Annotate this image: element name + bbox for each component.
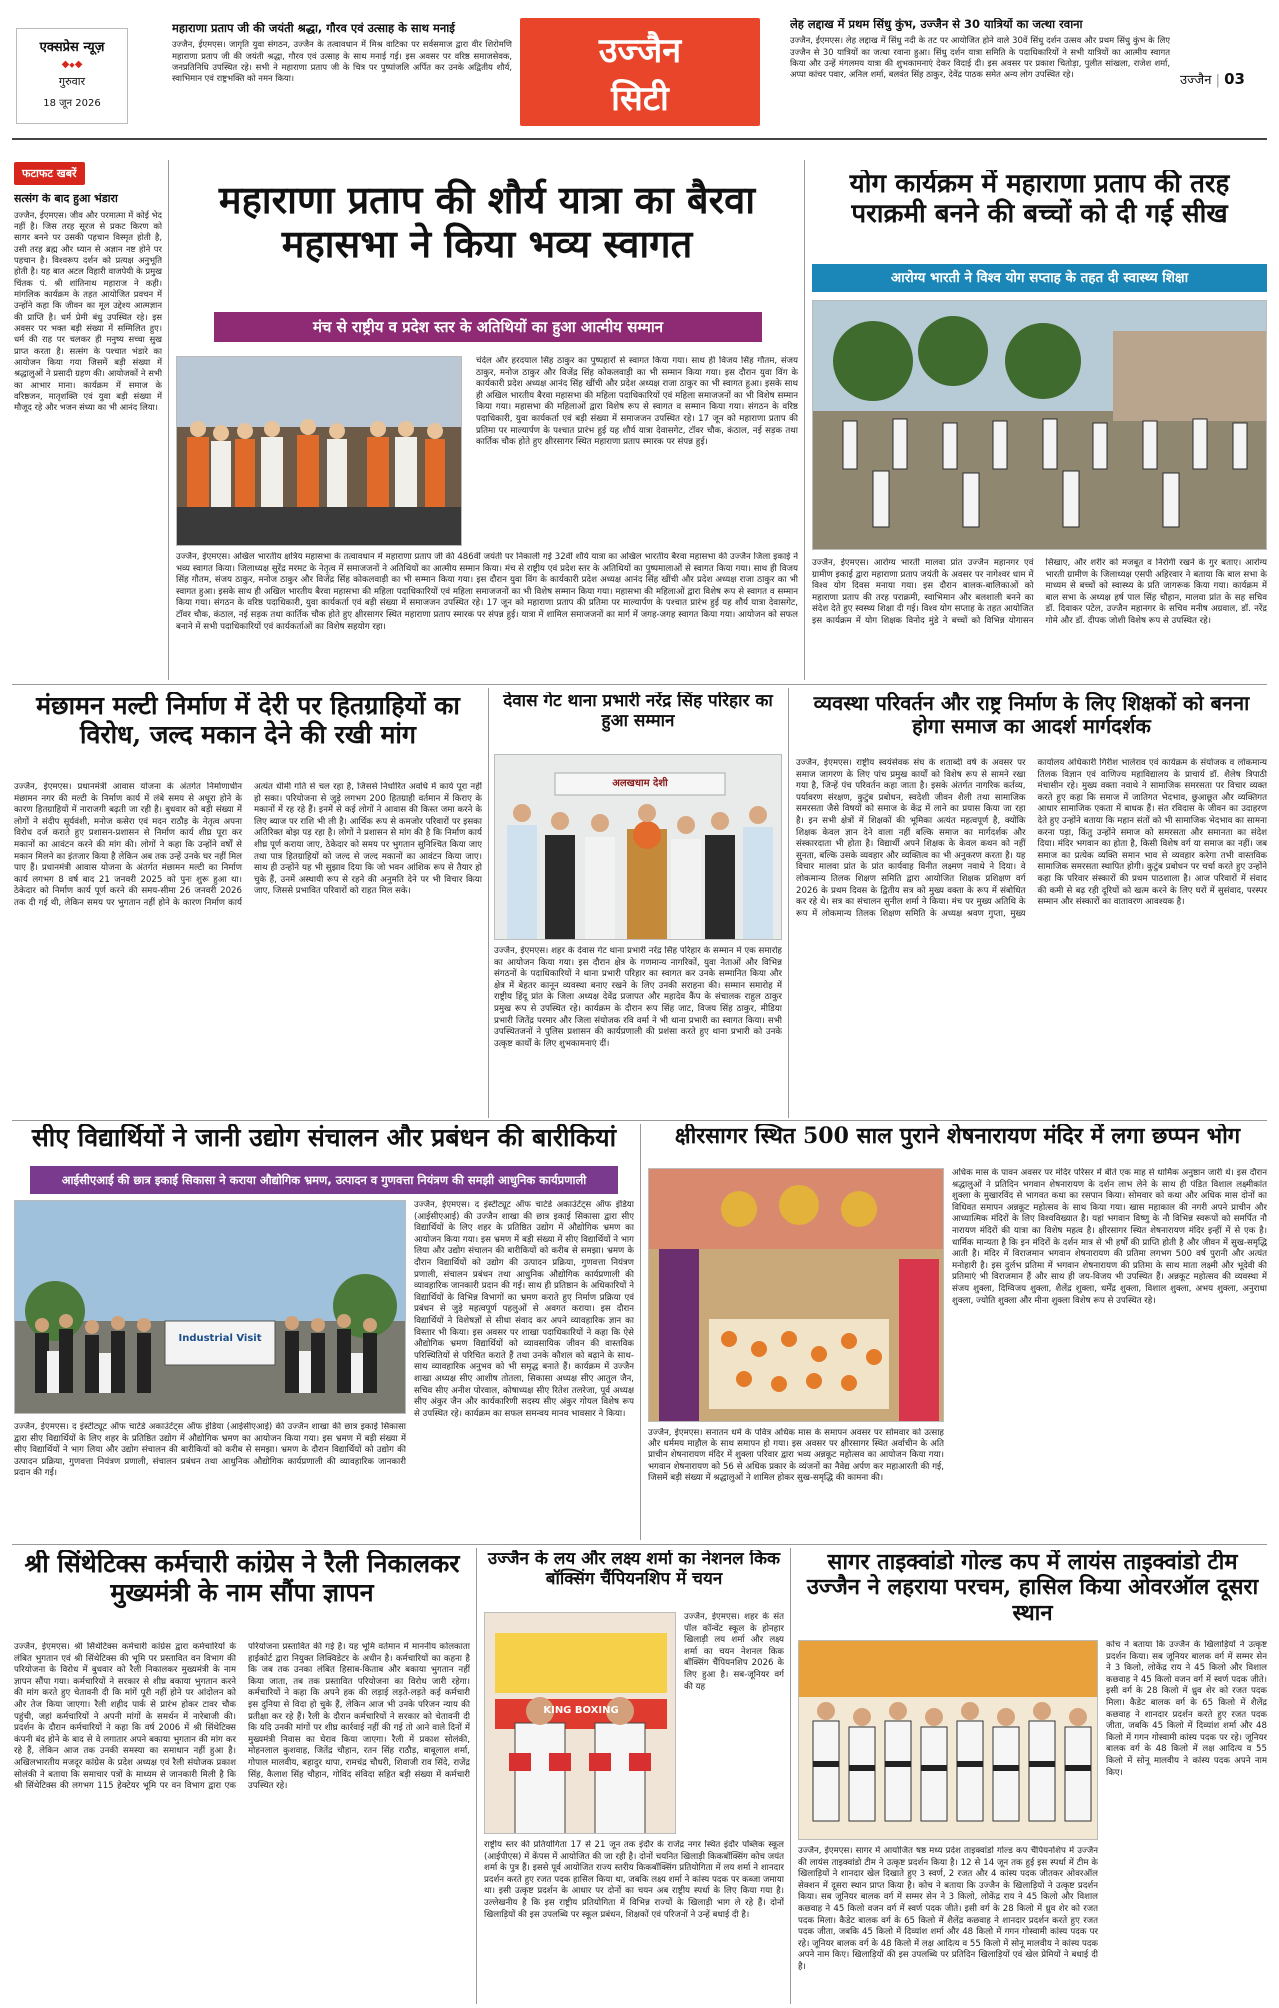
ca-body-lead: उज्जैन, ईएमएस। द इंस्टीट्यूट ऑफ चार्टर्ड अकाउंटेंट्स ऑफ इंडिया (आईसीएआई) की उज्जैन शाखा की छात्र इकाई सिकासा द्वारा सीए विद्यार्थियों के लिए शहर के प्रतिष्ठित उद्योग में औद्योगिक भ्रमण का आयोजन किया गया। इस भ्रमण में बड़ी संख्या में सीए विद्यार्थियों ने भाग लिया और उद्योग संचालन की बारीकियों को करीब से समझा। भ्रमण के दौरान विद्यार्थियों को उद्योग की उत्पादन प्रक्रिया, गुणवत्ता नियंत्रण प्रणाली, संचालन प्रबंधन तथा आधुनिक औद्योगिक कार्यप्रणाली की व्यावहारिक जानकारी प्रदान की गई। xyxy=(14,1422,406,1479)
strike-boxing-divider xyxy=(476,1548,477,2004)
masthead-right-headline: लेह लद्दाख में प्रथम सिंधु कुंभ, उज्जैन से 30 यात्रियों का जत्था रवाना xyxy=(790,18,1083,31)
housing-body: उज्जैन, ईएमएस। प्रधानमंत्री आवास योजना के अंतर्गत निर्माणाधीन मंछामन नगर की मल्टी के निर्माण कार्य में लंबे समय से अधूरा होने के कारण हितग्राहियों में नाराजगी बढ़ती जा रही है। बुधवार को बड़ी संख्या में लोगों ने संदीप सूर्यवंशी, मनोज कसेरा एवं मदन राठौड़ के नेतृत्व अपना विरोध दर्ज कराते हुए प्रशासन-प्रशासन से निर्माण कार्य शीघ्र पूरा कर मकानों का आवंटन करने की मांग की। लोगों ने कहा कि उन्होंने वर्षों से मकान मिलने का इंतजार किया है लेकिन अब तक उन्हें उनके घर नहीं मिल पाए हैं। प्रधानमंत्री आवास योजना के अंतर्गत मंछामन मल्टी का निर्माण कार्य लगभग 8 वर्ष बाद 21 जनवरी 2025 को पुनः शुरू हुआ था। ठेकेदार को निर्माण कार्य पूर्ण करने की समय-सीमा 26 जनवरी 2026 तक दी गई थी, लेकिन समय पर भुगतान नहीं होने के कारण निर्माण कार्य अत्यंत धीमी गति से चल रहा है, जिससे निर्धारित अवधि में कार्य पूरा नहीं हो सका। परियोजना से जुड़े लगभग 200 हितग्राही वर्तमान में किराए के मकानों में रह रहे हैं। इनमें से कई लोगों ने आवास की किस्त जमा करने के लिए ब्याज पर राशि भी ली है। आर्थिक रूप से कमजोर परिवारों पर इसका अतिरिक्त बोझ पड़ रहा है। लोगों ने प्रशासन से मांग की है कि निर्माण कार्य शीघ्र पूर्ण कराया जाए, ठेकेदार को समय पर भुगतान सुनिश्चित किया जाए तथा पात्र हितग्राहियों को जल्द से जल्द मकानों का आवंटन किया जाए। साथ ही उन्होंने यह भी सुझाव दिया कि जो भवन आंशिक रूप से तैयार हो चुके हैं, उनमें अस्थायी रूप से रहने की अनुमति देने पर भी विचार किया जाए, जिससे प्रभावित परिवारों को राहत मिल सके। xyxy=(14,782,482,908)
maharana-subhead: मंच से राष्ट्रीय व प्रदेश स्तर के अतिथियों का हुआ आत्मीय सम्मान xyxy=(214,312,762,342)
brand-line-1: उज्जैन xyxy=(598,31,682,71)
row1-divider xyxy=(12,684,1267,685)
police-body: उज्जैन, ईएमएस। शहर के देवास गेट थाना प्रभारी नरेंद्र सिंह परिहार के सम्मान में एक समारोह का आयोजन किया गया। इस दौरान क्षेत्र के गणमान्य नागरिकों, युवा नेताओं और विभिन्न संगठनों के पदाधिकारियों ने थाना प्रभारी परिहार का स्वागत कर उनके सम्मानित किया और क्षेत्र में बेहतर कानून व्यवस्था बनाए रखने के लिए उनकी सराहना की। सम्मान समारोह में राष्ट्रीय हिंदू प्रांत के जिला अध्यक्ष देवेंद्र प्रजापत और महादेव कैंप के संचालक राहुल ठाकुर प्रमुख रूप से उपस्थित रहे। कार्यक्रम के दौरान रूप सिंह जाट, विजय सिंह ठाकुर, मीडिया प्रभारी जितेंद्र परमार और जिला संयोजक रवि वर्मा ने भी थाना प्रभारी का स्वागत किया। सभी उपस्थितजनों ने पुलिस प्रशासन की कार्यप्रणाली की प्रशंसा करते हुए थाना प्रभारी को उनके उत्कृष्ट कार्यों के लिए शुभकामनाएं दीं। xyxy=(494,946,782,1049)
strike-body: उज्जैन, ईएमएस। श्री सिंथेटिक्स कर्मचारी कांग्रेस द्वारा कर्मचारियों के लंबित भुगतान एवं श्री सिंथेटिक्स की भूमि पर प्रस्तावित वन विभाग की परियोजना के विरोध में बुधवार को रैली निकालकर मुख्यमंत्री के नाम ज्ञापन सौंपा गया। कर्मचारियों ने सरकार से शीघ्र बकाया भुगतान करने की मांग करते हुए चेतावनी दी कि मांगें पूरी नहीं होने पर आंदोलन को और तेज किया जाएगा। रैली शहीद पार्क से प्रारंभ होकर टावर चौक पहुंची, जहां कर्मचारियों ने अपनी मांगों के समर्थन में नारेबाजी की। प्रदर्शन के दौरान कर्मचारियों ने कहा कि वर्ष 2006 में श्री सिंथेटिक्स कंपनी बंद होने के बाद से वे लगातार अपने बकाया भुगतान की मांग कर रहे हैं, लेकिन आज तक उनकी समस्या का समाधान नहीं हुआ है। अखिलभारतीय मजदूर कांग्रेस के प्रदेश अध्यक्ष एवं रैली संयोजक प्रकाश सोलंकी ने बताया कि समाचार पत्रों के माध्यम से जानकारी मिली है कि श्री सिंथेटिक्स की लगभग 115 हेक्टेयर भूमि पर वन विभाग द्वारा एक परियोजना प्रस्तावित की गई है। यह भूमि वर्तमान में माननीय कोलकाता हाईकोर्ट द्वारा नियुक्त लिक्विडेटर के अधीन है। कर्मचारियों का कहना है कि जब तक उनका लंबित हिसाब-किताब और बकाया भुगतान नहीं किया जाता, तब तक प्रस्तावित परियोजना का विरोध जारी रहेगा। कर्मचारियों ने कहा कि अपने हक की लड़ाई लड़ते-लड़ते कई कर्मचारी इस दुनिया से विदा हो चुके हैं, लेकिन आज भी उनके परिजन न्याय की प्रतीक्षा कर रहे हैं। रैली के दौरान कर्मचारियों ने सरकार को चेतावनी दी कि यदि उनकी मांगों पर शीघ्र कार्रवाई नहीं की गई तो आने वाले दिनों में मुख्यमंत्री निवास का घेराव किया जाएगा। रैली में प्रकाश सोलंकी, मोहनलाल कुशवाह, जितेंद्र चौहान, रतन सिंह राठौड़, बाबूलाल शर्मा, गोपाल मालवीय, बहादुर थापा, रामचंद्र चौधरी, शिवाजी राव सिंदे, राजेंद्र सिंह, कैलाश सिंह चौहान, गोविंद संविदा सहित बड़ी संख्या में कर्मचारी उपस्थित रहे। xyxy=(14,1642,470,1792)
row2-divider xyxy=(12,1120,1267,1121)
police-photo-banner: अलखधाम देशी xyxy=(612,778,668,789)
yoga-body: उज्जैन, ईएमएस। आरोग्य भारती मालवा प्रांत उज्जैन महानगर एवं ग्रामीण इकाई द्वारा महाराणा प्रताप जयंती के अवसर पर नागेश्वर धाम में विश्व योग दिवस मनाया गया। इस दौरान बालक-बालिकाओं को महाराणा प्रताप की तरह पराक्रमी, स्वाभिमान और बलशाली बनने का संदेश देते हुए स्वस्थ्य शिक्षा दी गई। विश्व योग सप्ताह के तहत आयोजित इस कार्यक्रम में योग शिक्षक विनोद मुंडे ने बच्चों को विभिन्न योगासन सिखाए, और शरीर को मजबूत व निरोगी रखने के गुर बताए। आरोग्य भारती ग्रामीण के जिलाध्यक्ष एसपी अहिरवार ने बताया कि बाल सभा के माध्यम से बच्चों को स्वास्थ्य के प्रति जागरूक किया गया। कार्यक्रम में बाल सभा के अध्यक्ष हर्ष पाल सिंह चौहान, मालवा प्रांत के सह सचिव डॉ. दिवाकर पटेल, उज्जैन महानगर के सचिव मनीष अग्रवाल, डॉ. नरेंद्र गोमे और डॉ. दीपक जोशी विशेष रूप से उपस्थित रहे। xyxy=(812,558,1267,626)
taekwondo-body: उज्जैन, ईएमएस। सागर में आयोजित षष्ठ मध्य प्रदेश ताइक्वांडो गोल्ड कप चैंपियनशिप में उज्जैन की लायंस ताइक्वांडो टीम ने उत्कृष्ट प्रदर्शन किया है। 12 से 14 जून तक हुई इस स्पर्धा में टीम के खिलाड़ियों ने शानदार खेल दिखाते हुए 3 स्वर्ण, 2 रजत और 4 कांस्य पदक जीतकर ओवरऑल सेक्शन में दूसरा स्थान प्राप्त किया है। कोच ने बताया कि उज्जैन के खिलाड़ियों ने उत्कृष्ट प्रदर्शन किया। सब जूनियर बालक वर्ग में सम्मर सेन ने 3 किलो, लोकेंद्र राय ने 45 किलो और विशाल कछवाह ने 45 किलो वजन वर्ग में स्वर्ण पदक जीते। इसी वर्ग के 28 किलो में ध्रुव शेर को रजत पदक मिला। कैडेट बालक वर्ग के 65 किलो में शैलेंद्र कछवाह ने शानदार प्रदर्शन करते हुए रजत पदक जीता, जबकि 45 किलो में दिव्यांश शर्मा और 48 किलो में गगन गोस्वामी कांस्य पदक पर रहे। जूनियर बालक वर्ग के 48 किलो में लक्ष आदित्य व 55 किलो में सोनू मालवीय ने कांस्य पदक अपने नाम किए। खिलाड़ियों की इस उपलब्धि पर प्रतिदिन खिलाड़ियों एवं खेल प्रेमियों ने बधाई दी है। xyxy=(798,1846,1098,1972)
article-boxing xyxy=(484,1550,784,2002)
section-name: उज्जैन xyxy=(1180,73,1212,88)
paper-logo-box xyxy=(16,28,128,124)
sidebar-body: उज्जैन, ईएमएस। जीव और परमात्मा में कोई भेद नहीं है। जिस तरह सूरज से प्रकट किरण को सागर बनने पर उसकी पहचान विस्मृत होती है, उसी तरह ब्रह्म और ध्यान से अज्ञान नष्ट होने पर पहचान है। विश्वरूप दर्शन को प्रत्यक्ष अनुभूति होती है। यह बात अटल विहारी वाजपेयी के प्रमुख चिंतक पं. श्री शांतिनाथ महाराज ने कही। मांगलिक कार्यक्रम के तहत आयोजित प्रवचन में उन्होंने कहा कि जीवन का मूल उद्देश्य आत्मज्ञान की प्राप्ति है। धर्म प्रेमी बंधु उपस्थित रहे। इस अवसर पर भक्त बड़ी संख्या में सम्मिलित हुए। धर्म की राह पर चलकर ही मनुष्य सच्चा सुख प्राप्त करता है। सत्संग के पश्चात भंडारे का आयोजन किया गया जिसमें बड़ी संख्या में श्रद्धालुओं ने प्रसादी ग्रहण की। आयोजकों ने सभी का आभार माना। कार्यक्रम में समाज के वरिष्ठजन, मातृशक्ति एवं युवा बड़ी संख्या में मौजूद रहे और भजन संध्या का भी आनंद लिया। xyxy=(14,209,162,413)
brand-line-2: सिटी xyxy=(611,79,669,119)
ca-body: उज्जैन, ईएमएस। द इंस्टीट्यूट ऑफ चार्टर्ड अकाउंटेंट्स ऑफ इंडिया (आईसीएआई) की उज्जैन शाखा की छात्र इकाई सिकासा द्वारा सीए विद्यार्थियों के लिए शहर के प्रतिष्ठित उद्योग में औद्योगिक भ्रमण का आयोजन किया गया। इस भ्रमण में बड़ी संख्या में सीए विद्यार्थियों ने भाग लिया और उद्योग संचालन की बारीकियों को करीब से समझा। भ्रमण के दौरान विद्यार्थियों को उद्योग की उत्पादन प्रक्रिया, गुणवत्ता नियंत्रण प्रणाली, संचालन प्रबंधन तथा आधुनिक औद्योगिक कार्यप्रणाली की व्यावहारिक जानकारी प्रदान की गई। साथ ही प्रतिष्ठान के अधिकारियों ने विद्यार्थियों के विभिन्न विभागों का भ्रमण कराते हुए निर्माण प्रक्रिया एवं प्रबंधन से जुड़े महत्वपूर्ण पहलुओं से अवगत कराया। इस दौरान विद्यार्थियों ने विशेषज्ञों से सीधा संवाद कर अपने व्यावहारिक ज्ञान का विस्तार भी किया। इस अवसर पर शाखा पदाधिकारियों ने कहा कि ऐसे औद्योगिक भ्रमण विद्यार्थियों को व्यावसायिक जीवन की वास्तविक परिस्थितियों से परिचित कराते हैं तथा उनके कौशल को बढ़ाने के साथ-साथ व्यावहारिक अनुभव को भी समृद्ध बनाते हैं। कार्यक्रम में उज्जैन शाखा अध्यक्ष सीए आशीष तोतला, सिकासा अध्यक्ष सीए आतुल जैन, सचिव सीए अनीश पोरवाल, कोषाध्यक्ष सीए रितेश तलरेजा, पूर्व अध्यक्ष सीए अंकुर जैन और कार्यकारिणी सदस्य सीए अंकुर गोयल विशेष रूप से उपस्थित रहे। कार्यक्रम का सफल समन्वय मानव भावसार ने किया। xyxy=(414,1200,634,1419)
issue-day: गुरुवार xyxy=(58,75,86,88)
ca-photo-banner: Industrial Visit xyxy=(178,1333,262,1344)
city-brand-block xyxy=(520,18,760,126)
masthead-right-body: उज्जैन, ईएमएस। लेह लद्दाख में सिंधु नदी के तट पर आयोजित होने वाले 30वें सिंधु दर्शन उत्सव और प्रथम सिंधु कुंभ के लिए उज्जैन से 30 यात्रियों का जत्था रवाना हुआ। सिंधु दर्शन यात्रा समिति के पदाधिकारियों ने सभी यात्रियों का आत्मीय स्वागत किया और उन्हें मंगलमय यात्रा की शुभकामनाएं देकर विदाई दी। इस अवसर पर प्रकाश चितोड़ा, पुलीत सांखला, राजेश शर्मा, अप्पा कांचर पवार, अनिल शर्मा, बलवंत सिंह ठाकुर, देवेंद्र पाठक समेत अन्य लोग उपस्थित रहे। xyxy=(790,35,1170,80)
row3-divider xyxy=(12,1544,1267,1545)
masthead xyxy=(0,0,1279,135)
diamond-icon: ◆◆◆ xyxy=(61,59,83,70)
ca-headline: सीए विद्यार्थियों ने जानी उद्योग संचालन और प्रबंधन की बारीकियां xyxy=(31,1124,617,1152)
article-police xyxy=(494,692,782,1116)
article-yoga xyxy=(812,170,1267,680)
article-housing xyxy=(14,692,482,1116)
temple-body: अधिक मास के पावन अवसर पर मंदिर परिसर में बीते एक माह से धार्मिक अनुष्ठान जारी थे। इस दौरान श्रद्धालुओं ने प्रतिदिन भगवान शेषनारायण के दर्शन लाभ लेने के साथ ही पंडित विशाल लक्ष्मीकांत शुक्ला के मुखारविंद से भागवत कथा का रसपान किया। सोमवार को कथा और अधिक मास दोनों का विधिवत समापन अन्नकूट महोत्सव के साथ किया गया। खास महाकाल की नगरी अपने प्राचीन और आध्यात्मिक मंदिरों के लिए विश्वविख्यात है। यहां भगवान विष्णु के नौ विभिन्न स्वरूपों को समर्पित नौ नारायण मंदिरों की यात्रा का विशेष महत्व है। क्षीरसागर स्थित शेषनारायण मंदिर इन्हीं में से एक है। धार्मिक मान्यता है कि इन मंदिरों के दर्शन मात्र से भी हर्षों की प्राप्ति होती है और जीवन में सुख-समृद्धि आती है। मंदिर में विराजमान भगवान शेषनारायण की प्रतिमा लगभग 500 वर्ष पुरानी और अत्यंत मनोहारी है। इस दुर्लभ प्रतिमा में भगवान शेषनारायण की प्रतिमा के साथ माता लक्ष्मी और भूदेवी की प्रतिमाएं भी विराजमान हैं और साथ ही जय-विजय भी उपस्थित हैं। अन्नकूट महोत्सव की व्यवस्था में संजय शुक्ला, दिग्विजय शुक्ला, शैलेंद्र शुक्ला, धर्मेंद्र शुक्ला, विशाल शुक्ला, अभय शुक्ला, अनुराधा शुक्ला, ज्योति शुक्ला और मीना शुक्ला विशेष रूप से उपस्थित रहे। xyxy=(952,1168,1267,1306)
masthead-left-story xyxy=(172,22,512,128)
article-teacher xyxy=(796,692,1267,1116)
masthead-left-body: उज्जैन, ईएमएस। जागृति युवा संगठन, उज्जैन के तत्वावधान में मिश्र वाटिका पर सर्वसमाज द्वारा वीर शिरोमणि महाराणा प्रताप जी की जयंती श्रद्धा, गौरव एवं उत्साह के साथ मनाई गई। इस अवसर पर वरिष्ठ समाजसेवक, जनप्रतिनिधि उपस्थित रहे। सभी ने महाराणा प्रताप जी के चित्र पर पुष्पांजलि अर्पित कर उनके अद्वितीय शौर्य, स्वाभिमान एवं राष्ट्रभक्ति को नमन किया। xyxy=(172,39,512,84)
police-teacher-divider xyxy=(788,688,789,1118)
maharana-body-continued: चंदेल और हरदयाल सिंह ठाकुर का पुष्पहारों से स्वागत किया गया। साथ ही विजय सिंह गौतम, संजय ठाकुर, मनोज ठाकुर और विजेंद्र सिंह कोकलवाड़ी का भी सम्मान किया गया। इस दौरान युवा विंग के कार्यकारी प्रदेश अध्यक्ष आनंद सिंह खींची और प्रदेश अध्यक्ष राजा ठाकुर का भी स्वागत हुआ। इसके साथ ही अखिल भारतीय बैरवा महासभा की महिला पदाधिकारियों एवं महिला समाजजनों का भी विशेष सम्मान किया गया। महासभा की महिलाओं द्वारा विशेष रूप से स्वागत व सम्मान किया गया। संगठन के वरिष्ठ पदाधिकारी, युवा कार्यकर्ता एवं बड़ी संख्या में समाजजन उपस्थित रहे। 17 जून को महाराणा प्रताप की प्रतिमा पर माल्यार्पण के पश्चात प्रारंभ हुई यह शौर्य यात्रा देवासगेट, टॉवर चौक, कंठाल, नई सड़क तथा कार्तिक चौक होते हुए क्षीरसागर स्थित महाराणा प्रताप स्मारक पर संपन्न हुई। xyxy=(476,356,798,448)
page-number: 03 xyxy=(1224,70,1245,88)
boxing-body: राष्ट्रीय स्तर की प्रतियोगिता 17 से 21 जून तक इंदौर के राजेंद्र नगर स्थित इंदौर पब्लिक स्कूल (आईपीएस) में केंपस में आयोजित की जा रही है। दोनों चयनित खिलाड़ी किकबॉक्सिंग कोच जयंत शर्मा के पुत्र हैं। इससे पूर्व आयोजित राज्य स्तरीय किकबॉक्सिंग प्रतियोगिता में लय शर्मा ने शानदार प्रदर्शन करते हुए रजत पदक हासिल किया था, जबकि लक्ष्य शर्मा ने कांस्य पदक पर कब्जा जमाया था। इसी उत्कृष्ट प्रदर्शन के आधार पर दोनों का चयन अब राष्ट्रीय स्पर्धा के लिए किया गया है। उल्लेखनीय है कि इस राष्ट्रीय प्रतियोगिता में विभिन्न राज्यों के खिलाड़ी भाग ले रहे हैं। दोनों खिलाड़ियों की इस उपलब्धि पर स्कूल प्रबंधन, शिक्षकों एवं परिजनों ने उन्हें बधाई दी है। xyxy=(484,1840,784,1920)
paper-name: एक्सप्रेस न्यूज़ xyxy=(39,40,105,55)
taekwondo-photo xyxy=(798,1640,1098,1840)
temple-headline: क्षीरसागर स्थित 500 साल पुराने शेषनारायण मंदिर में लगा छप्पन भोग xyxy=(674,1124,1241,1149)
masthead-divider xyxy=(12,138,1267,140)
boxing-side-text: उज्जैन, ईएमएस। शहर के संत पॉल कॉन्वेंट स्कूल के होनहार खिलाड़ी लय शर्मा और लक्ष्य शर्मा का चयन नेशनल किक बॉक्सिंग चैंपियनशिप 2026 के लिए हुआ है। सब-जूनियर वर्ग की यह xyxy=(684,1612,784,1692)
maharana-headline: महाराणा प्रताप की शौर्य यात्रा का बैरवा महासभा ने किया भव्य स्वागत xyxy=(218,178,756,266)
ca-temple-divider xyxy=(640,1124,641,1540)
police-photo xyxy=(494,754,782,940)
police-headline: देवास गेट थाना प्रभारी नरेंद्र सिंह परिहार का हुआ सम्मान xyxy=(503,692,773,731)
sidebar-briefs xyxy=(14,162,162,678)
ca-body-under-photo xyxy=(14,1422,406,1538)
masthead-left-headline: महाराणा प्रताप जी की जयंती श्रद्धा, गौरव एवं उत्साह के साथ मनाई xyxy=(172,22,455,35)
teacher-body: उज्जैन, ईएमएस। राष्ट्रीय स्वयंसेवक संघ के शताब्दी वर्ष के अवसर पर समाज जागरण के लिए पांच प्रमुख कार्यों को विशेष रूप से सामने रखा गया है, जिन्हें पंच परिवर्तन कहा जाता है। इसके अंतर्गत नागरिक कर्तव्य, पर्यावरण संरक्षण, कुटुंब प्रबोधन, स्वदेशी जीवन शैली तथा सामाजिक समरसता जैसे विषयों को समाज के केंद्र में लाने का प्रयास किया जा रहा है। इन सभी क्षेत्रों में शिक्षकों की भूमिका अत्यंत महत्वपूर्ण है, क्योंकि शिक्षक केवल ज्ञान देने वाला नहीं बल्कि समाज का मार्गदर्शक और संस्कारदाता भी होता है। विद्यार्थी अपने शिक्षक के केवल कथन को नहीं सुनता, बल्कि उसके व्यवहार और व्यक्तित्व का भी अनुकरण करता है। यह विचार मालवा प्रांत के प्रांत कार्यवाह विनीत लक्ष्मण नवाथे ने दिया। वे लोकमान्य तिलक शिक्षण समिति द्वारा आयोजित शिक्षक प्रशिक्षण वर्ग 2026 के प्रथम दिवस के द्वितीय सत्र को मुख्य वक्ता के रूप में संबोधित कर रहे थे। सत्र का संचालन सुनील शर्मा ने किया। मंच पर मुख्य अतिथि के रूप में लोकमान्य तिलक शिक्षण समिति के अध्यक्ष श्रवण गुप्ता, मुख्य कार्यालय अधिकारी गिरीश भालेराव एवं कार्यक्रम के संयोजक व लोकमान्य तिलक विज्ञान एवं वाणिज्य महाविद्यालय के प्राचार्य डॉ. शैलेष त्रिपाठी मंचासीन रहे। मुख्य वक्ता नवाथे ने सामाजिक समरसता पर विचार व्यक्त करते हुए कहा कि समाज में जातिगत भेदभाव, छुआछूत और व्यक्तिगत आधार सामाजिक एकता में बाधक हैं। संत रविदास के जीवन का उदाहरण देते हुए उन्होंने बताया कि महान संतों को भी सामाजिक भेदभाव का सामना करना पड़ा, किंतु उन्होंने समाज को समरसता और समानता का संदेश दिया। मंदिर भगवान का होता है, किसी विशेष वर्ग या समाज का नहीं। जब समाज का प्रत्येक व्यक्ति समान भाव से व्यवहार करेगा तभी वास्तविक सामाजिक समरसता स्थापित होगी। कुटुंब प्रबोधन पर चर्चा करते हुए उन्होंने कहा कि परिवार संस्कारों की प्रथम पाठशाला है। आज परिवारों में संवाद की कमी से बढ़ रही दूरियों को खत्म करने के लिए घरों में सुसंवाद, परस्पर सम्मान और संस्कारों का वातावरण आवश्यक है। xyxy=(796,758,1267,919)
strike-headline: श्री सिंथेटिक्स कर्मचारी कांग्रेस ने रैली निकालकर मुख्यमंत्री के नाम सौंपा ज्ञापन xyxy=(24,1550,460,1607)
maharana-body: उज्जैन, ईएमएस। अखिल भारतीय क्षत्रिय महासभा के तत्वावधान में महाराणा प्रताप जी की 486वीं जयंती पर निकाली गई 32वीं शौर्य यात्रा का अखिल भारतीय बैरवा महासभा की उज्जैन जिला इकाई ने भव्य स्वागत किया। जिलाध्यक्ष सुरेंद्र मरमट के नेतृत्व में समाजजनों ने अतिथियों का आत्मीय सम्मान किया। मंच से राष्ट्रीय एवं प्रदेश स्तर के अतिथियों का पुष्पमालाओं से स्वागत किया गया। साथ ही विजय सिंह गौतम, संजय ठाकुर, मनोज ठाकुर और विजेंद्र सिंह कोकलवाड़ी का भी सम्मान किया गया। इस दौरान युवा विंग के कार्यकारी प्रदेश अध्यक्ष आनंद सिंह खींची और प्रदेश अध्यक्ष राजा ठाकुर का भी स्वागत हुआ। इसके साथ ही अखिल भारतीय बैरवा महासभा की महिला पदाधिकारियों एवं महिला समाजजनों का भी विशेष सम्मान किया गया। महासभा की महिलाओं द्वारा विशेष रूप से स्वागत व सम्मान किया गया। संगठन के वरिष्ठ पदाधिकारी, युवा कार्यकर्ता एवं बड़ी संख्या में समाजजन उपस्थित रहे। 17 जून को महाराणा प्रताप की प्रतिमा पर माल्यार्पण के पश्चात प्रारंभ हुई यह शौर्य यात्रा देवासगेट, टॉवर चौक, कंठाल, नई सड़क तथा कार्तिक चौक होते हुए क्षीरसागर स्थित महाराणा प्रताप स्मारक पर संपन्न हुई। यात्रा में शामिल समाजजनों का मार्ग में जगह-जगह स्वागत किया गया। आयोजन को सफल बनाने में सभी पदाधिकारियों एवं कार्यकर्ताओं का विशेष सहयोग रहा। xyxy=(176,552,798,632)
sidebar-label: फटाफट खबरें xyxy=(14,162,85,185)
boxing-taekwondo-divider xyxy=(790,1548,791,2004)
ca-subhead: आईसीएआई की छात्र इकाई सिकासा ने कराया औद्योगिक भ्रमण, उत्पादन व गुणवत्ता नियंत्रण की समझी आधुनिक कार्यप्रणाली xyxy=(30,1166,618,1194)
ca-photo xyxy=(14,1200,406,1414)
masthead-right-story xyxy=(790,18,1170,128)
maharana-photo xyxy=(176,356,462,546)
boxing-photo xyxy=(484,1612,676,1834)
yoga-photo xyxy=(812,300,1267,550)
yoga-subhead: आरोग्य भारती ने विश्व योग सप्ताह के तहत दी स्वास्थ्य शिक्षा xyxy=(812,264,1267,292)
article-temple xyxy=(648,1124,1267,1540)
taekwondo-headline: सागर ताइक्वांडो गोल्ड कप में लायंस ताइक्वांडो टीम उज्जैन ने लहराया परचम, हासिल किया ओवरऑल दूसरा स्थान xyxy=(806,1550,1259,1626)
page-folio: उज्जैन | 03 xyxy=(1180,70,1245,88)
article-strike xyxy=(14,1550,470,2002)
maharana-yoga-divider xyxy=(804,160,805,680)
housing-headline: मंछामन मल्टी निर्माण में देरी पर हितग्राहियों का विरोध, जल्द मकान देने की रखी मांग xyxy=(36,692,460,749)
boxing-headline: उज्जैन के लय और लक्ष्य शर्मा का नेशनल किक बॉक्सिंग चैंपियनशिप में चयन xyxy=(487,1550,781,1589)
taekwondo-body-right: कोच ने बताया कि उज्जैन के खिलाड़ियों ने उत्कृष्ट प्रदर्शन किया। सब जूनियर बालक वर्ग में सम्मर सेन ने 3 किलो, लोकेंद्र राय ने 45 किलो और विशाल कछवाह ने 45 किलो वजन वर्ग में स्वर्ण पदक जीते। इसी वर्ग के 28 किलो में ध्रुव शेर को रजत पदक मिला। कैडेट बालक वर्ग के 65 किलो में शैलेंद्र कछवाह ने शानदार प्रदर्शन करते हुए रजत पदक जीता, जबकि 45 किलो में दिव्यांश शर्मा और 48 किलो में गगन गोस्वामी कांस्य पदक पर रहे। जूनियर बालक वर्ग के 48 किलो में लक्ष आदित्य व 55 किलो में सोनू मालवीय ने कांस्य पदक अपने नाम किए। xyxy=(1106,1640,1267,1778)
maharana-body-right xyxy=(474,356,798,550)
housing-police-divider xyxy=(488,688,489,1118)
boxing-photo-banner: KING BOXING xyxy=(543,1705,619,1716)
sidebar-headline: सत्संग के बाद हुआ भंडारा xyxy=(14,193,118,205)
yoga-headline: योग कार्यक्रम में महाराणा प्रताप की तरह पराक्रमी बनने की बच्चों को दी गई सीख xyxy=(849,170,1230,229)
teacher-headline: व्यवस्था परिवर्तन और राष्ट्र निर्माण के लिए शिक्षकों को बनना होगा समाज का आदर्श मार्गदर्शक xyxy=(813,692,1250,738)
temple-caption: उज्जैन, ईएमएस। सनातन धर्म के पवित्र अधिक मास के समापन अवसर पर सोमवार को उत्साह और धर्ममय माहौल के साथ समापन हो गया। इस अवसर पर क्षीरसागर स्थित अर्वाचीन के अति प्राचीन शेषनारायण मंदिर में शुक्ला परिवार द्वारा भव्य अन्नकूट महोत्सव का आयोजन किया गया। भगवान शेषनारायण को 56 से अधिक प्रकार के व्यंजनों का नैवेद्य अर्पण कर महाआरती की गई, जिसमें बड़ी संख्या में श्रद्धालुओं ने शामिल होकर सुख-समृद्धि की कामना की। xyxy=(648,1428,944,1483)
article-taekwondo xyxy=(798,1550,1267,2002)
issue-date: 18 जून 2026 xyxy=(43,98,101,109)
sidebar-divider xyxy=(168,160,169,680)
temple-photo xyxy=(648,1168,944,1422)
